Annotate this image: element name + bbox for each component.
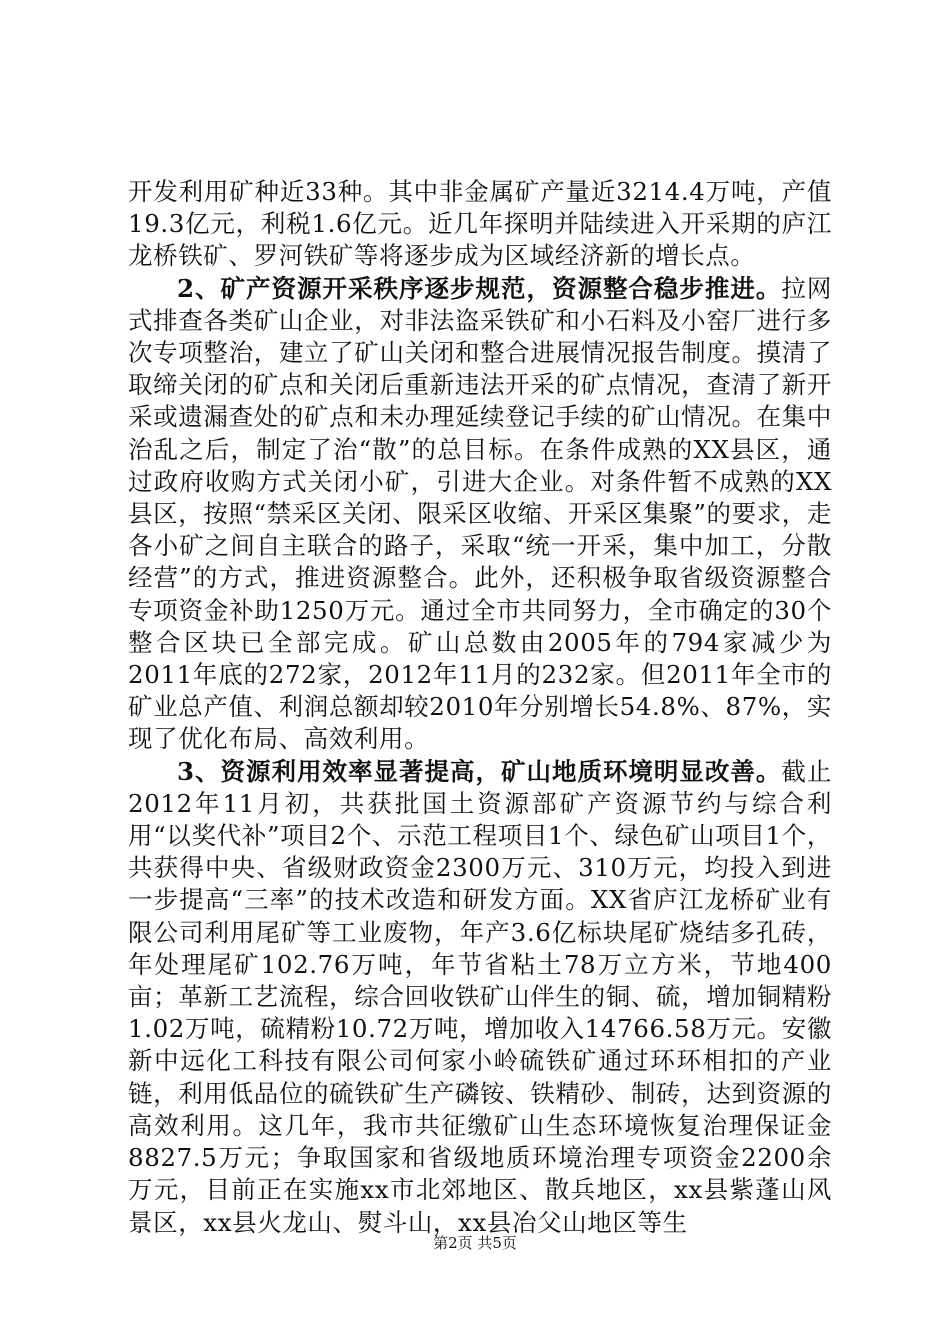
paragraph-2-text: 拉网式排查各类矿山企业，对非法盗采铁矿和小石料及小窑厂进行多次专项整治，建立了矿山关闭和整合进展情况报告制度。摸清了取缔关闭的矿点和关闭后重新违法开采的矿点情况，查清了新开采或遗漏查处的矿点和未办理延续登记手续的矿山情况。在集中治乱之后，制定了治“散”的总目标。在条件成熟的XX县区，通过政府收购方式关闭小矿，引进大企业。对条件暂不成熟的XX县区，按照“禁采区关闭、限采区收缩、开采区集聚”的要求，走各小矿之间自主联合的路子，采取“统一开采，集中加工，分散经营”的方式，推进资源整合。此外，还积极争取省级资源整合专项资金补助1250万元。通过全市共同努力，全市确定的30个整合区块已全部完成。矿山总数由2005年的794家减少为2011年底的272家，2012年11月的232家。但2011年全市的矿业总产值、利润总额却较2010年分别增长54.8%、87%，实现了优化布局、高效利用。: [128, 273, 833, 754]
paragraph-1-text: 开发利用矿种近33种。其中非金属矿产量近3214.4万吨，产值19.3亿元，利税1.6亿元。近几年探明并陆续进入开采期的庐江龙桥铁矿、罗河铁矿等将逐步成为区域经济新的增长点。: [128, 177, 832, 271]
document-body: [128, 176, 832, 1239]
paragraph-3-heading: 3、资源利用效率显著提高，矿山地质环境明显改善。: [177, 756, 782, 786]
paragraph-2: [128, 273, 832, 756]
paragraph-3-text: 截止2012年11月初，共获批国土资源部矿产资源节约与综合利用“以奖代补”项目2个、示范工程项目1个、绿色矿山项目1个，共获得中央、省级财政资金2300万元、310万元，均投入到进一步提高“三率”的技术改造和研发方面。XX省庐江龙桥矿业有限公司利用尾矿等工业废物，年产3.6亿标块尾矿烧结多孔砖，年处理尾矿102.76万吨，年节省粘土78万立方米，节地400亩；革新工艺流程，综合回收铁矿山伴生的铜、硫，增加铜精粉1.02万吨，硫精粉10.72万吨，增加收入14766.58万元。安徽新中远化工科技有限公司何家小岭硫铁矿通过环环相扣的产业链，利用低品位的硫铁矿生产磷铵、铁精砂、制砖，达到资源的高效利用。这几年，我市共征缴矿山生态环境恢复治理保证金8827.5万元；争取国家和省级地质环境治理专项资金2200余万元，目前正在实施xx市北郊地区、散兵地区，xx县紫蓬山风景区，xx县火龙山、熨斗山，xx县冶父山地区等生: [128, 756, 833, 1237]
paragraph-2-heading: 2、矿产资源开采秩序逐步规范，资源整合稳步推进。: [177, 273, 782, 303]
paragraph-3: [128, 756, 832, 1239]
page-number-footer: 第2页 共5页: [433, 1234, 517, 1252]
paragraph-1: [128, 176, 832, 273]
